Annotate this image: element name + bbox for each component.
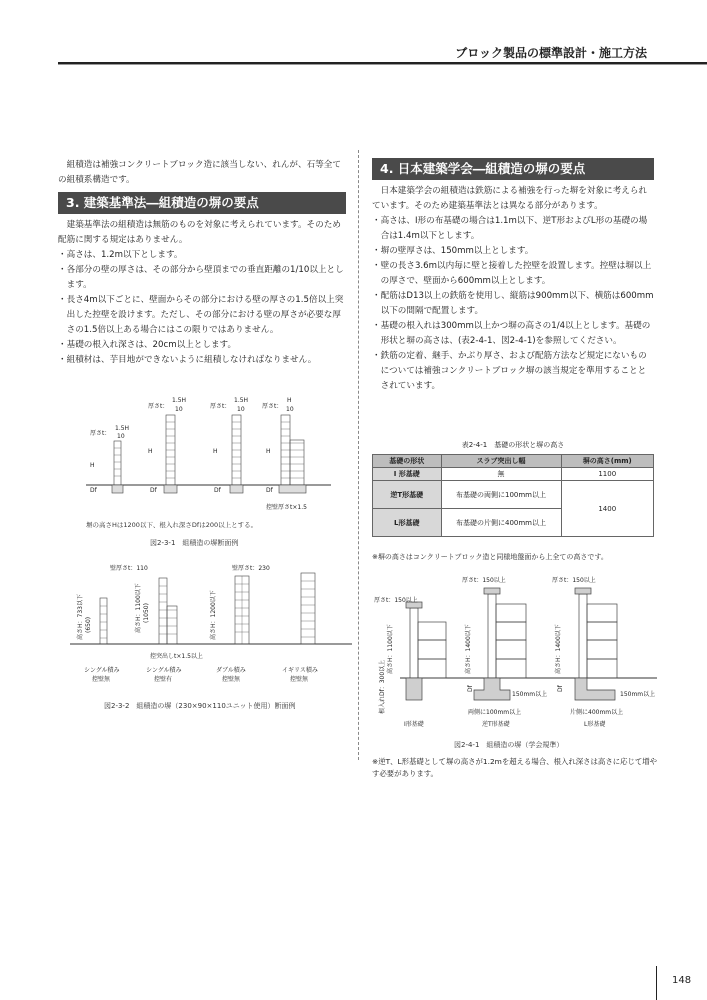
figure-2-3-2 [70, 558, 352, 686]
section-3-bullet: ・長さ4m以下ごとに、壁面からその部分における壁の厚さの1.5倍以上突出した控壁を設けます。ただし、その部分における壁の厚さが必要な厚さの1.5倍以上ある場合にはこの限りではありません。 [58, 295, 344, 335]
fig3-thickness-label: 厚さt：150以上 [552, 577, 596, 584]
fig2-subtype: 控壁無 [290, 676, 309, 683]
table-caption: 表2-4-1 基礎の形状と塀の高さ [461, 441, 565, 449]
fig3-depth-short: Df [467, 685, 474, 692]
fig3-height-label: 高さH：1400以下 [465, 624, 472, 674]
table-row [373, 481, 654, 509]
fig1-depth-label: Df [214, 487, 221, 494]
fig1-depth-label: Df [150, 487, 157, 494]
fig3-depth-label: 根入れDf：300以上 [379, 659, 386, 714]
section-4-bullet: ・配筋はD13以上の鉄筋を使用し、縦筋は900mm以下、横筋は600mm以下の間隔で配置します。 [372, 291, 654, 316]
fig3-name: I形基礎 [404, 721, 424, 728]
fig3-side-label: 片側に400mm以上 [570, 709, 624, 716]
fig1-depth-label: Df [90, 487, 97, 494]
left-column [58, 158, 346, 368]
fig1-frac-num: 1.5H [115, 425, 130, 432]
fig3-slab-label: 150mm以上 [512, 691, 548, 698]
fig2-subtype: 控壁無 [92, 676, 111, 683]
fig2-protrude-label: 控突出しt×1.5以上 [150, 653, 203, 660]
foundation-table [372, 454, 654, 537]
fig2-thickness-label: 壁厚さt：230 [232, 565, 270, 572]
right-column [372, 158, 654, 394]
fig1-frac-num: 1.5H [234, 397, 249, 404]
fig1-frac-den: 10 [117, 433, 125, 440]
table-row [373, 468, 654, 481]
table-cell: 布基礎の両側に100mm以上 [441, 481, 561, 509]
fig3-slab-label: 150mm以上 [620, 691, 656, 698]
section-3-bullet: ・基礎の根入れ深さは、20cm以上とします。 [58, 340, 237, 350]
section-3-bullet: ・組積材は、芋目地ができないように組積しなければなりません。 [58, 355, 317, 365]
table-cell: L形基礎 [373, 509, 442, 537]
table-cell: 無 [441, 468, 561, 481]
figure-2-3-1 [86, 395, 336, 520]
fig2-type: シングル積み [84, 667, 120, 674]
fig1-thickness-label: 厚さt： [148, 403, 169, 410]
fig1-height-label: H [266, 448, 271, 455]
fig2-thickness-label: 壁厚さt：110 [110, 565, 148, 572]
fig2-height-sub: (650) [85, 616, 92, 633]
fig1-thickness-label: 厚さt： [90, 430, 111, 437]
table-header: 基礎の形状 [373, 455, 442, 468]
fig2-type: ダブル積み [216, 667, 246, 674]
fig2-caption: 図2-3-2 組積造の塀（230×90×110ユニット使用）断面例 [104, 702, 296, 710]
fig2-height-label: 高さH：1100以下 [135, 583, 142, 633]
fig2-height-label: 高さH：1200以下 [210, 590, 217, 640]
section-3-bullet: ・高さは、1.2m以下とします。 [58, 250, 183, 260]
section-4-bullet: ・高さは、I形の布基礎の場合は1.1m以下、逆T形およびL形の基礎の場合は1.4m以下とします。 [372, 216, 648, 241]
column-divider [358, 150, 359, 760]
fig3-caption: 図2-4-1 組積造の塀（学会規準） [454, 741, 564, 749]
table-cell: 1400 [561, 481, 654, 537]
fig1-frac-num: 1.5H [172, 397, 187, 404]
table-cell: 逆T形基礎 [373, 481, 442, 509]
fig1-depth-label: Df [266, 487, 273, 494]
fig3-depth-short: Df [557, 685, 564, 692]
fig1-height-label: H [90, 462, 95, 469]
fig1-frac-den: 10 [286, 406, 294, 413]
page-number-rule [656, 966, 657, 1000]
section-4-bullet: ・壁の長さ3.6m以内毎に壁と接着した控壁を設置します。控壁は塀以上の厚さで、壁面から600mm以上とします。 [372, 261, 652, 286]
fig1-note: 塀の高さHは1200以下、根入れ深さDfは200以上とする。 [86, 521, 258, 529]
section-4-footnote: ※逆T、L形基礎として塀の高さが1.2mを超える場合、根入れ深さは高さに応じて増やす必要があります。 [372, 757, 658, 778]
fig1-caption: 図2-3-1 組積造の塀断面例 [150, 539, 239, 547]
section-4-bullet: ・基礎の根入れは300mm以上かつ塀の高さの1/4以上とします。基礎の形状と塀の高さは、(表2-4-1、図2-4-1)を参照してください。 [372, 321, 651, 346]
fig1-buttress-label: 控壁厚さt×1.5 [266, 504, 307, 511]
fig2-type: イギリス積み [282, 667, 318, 674]
table-cell: I 形基礎 [373, 468, 442, 481]
fig3-side-label: 両側に100mm以上 [468, 709, 522, 716]
figure-2-4-1 [372, 574, 662, 736]
fig3-height-label: 高さH：1100以下 [387, 624, 394, 674]
header-rule-secondary [58, 64, 707, 65]
fig3-height-label: 高さH：1400以下 [555, 624, 562, 674]
fig2-type: シングル積み [146, 667, 182, 674]
table-header: 塀の高さ(mm) [561, 455, 654, 468]
fig1-frac-den: 10 [237, 406, 245, 413]
fig3-name: 逆T形基礎 [482, 721, 510, 728]
table-note: ※塀の高さはコンクリートブロック造と同様地盤面から上全ての高さです。 [372, 553, 608, 561]
section-4-bullet: ・鉄筋の定着、継手、かぶり厚さ、および配筋方法など規定にないものについては補強コンクリートブロック塀の該当規定を準用することとされています。 [372, 351, 647, 391]
section-3-bullet: ・各部分の壁の厚さは、その部分から壁頂までの垂直距離の1/10以上とします。 [58, 265, 344, 290]
fig1-thickness-label: 厚さt： [262, 403, 283, 410]
left-intro: 組積造は補強コンクリートブロック造に該当しない、れんが、石等全ての組積系構造です。 [58, 160, 341, 185]
section-3-heading: 3. 建築基準法―組積造の塀の要点 [58, 192, 346, 214]
table-cell: 1100 [561, 468, 654, 481]
section-3-paragraph: 建築基準法の組積造は無筋のものを対象に考えられています。そのため配筋に関する規定はありません。 [58, 220, 341, 245]
section-4-bullet: ・塀の壁厚さは、150mm以上とします。 [372, 246, 534, 256]
section-4-paragraph: 日本建築学会の組積造は鉄筋による補強を行った塀を対象に考えられています。そのため建築基準法とは異なる部分があります。 [372, 186, 648, 211]
table-cell: 布基礎の片側に400mm以上 [441, 509, 561, 537]
fig3-thickness-label: 厚さt：150以上 [462, 577, 506, 584]
fig2-subtype: 控壁無 [222, 676, 241, 683]
fig1-height-label: H [213, 448, 218, 455]
fig3-thickness-label: 厚さt：150以上 [374, 597, 418, 604]
running-header: ブロック製品の標準設計・施工方法 [455, 46, 647, 60]
fig2-height-sub: (1050) [143, 603, 150, 623]
table-header-row [373, 455, 654, 468]
fig2-height-label: 高さH：733以下 [77, 594, 84, 640]
fig1-frac-num: H [287, 397, 292, 404]
fig1-frac-den: 10 [175, 406, 183, 413]
fig1-thickness-label: 厚さt： [210, 403, 231, 410]
fig1-height-label: H [148, 448, 153, 455]
table-header: スラブ突出し幅 [441, 455, 561, 468]
fig3-name: L形基礎 [584, 721, 606, 728]
page-number: 148 [672, 975, 692, 986]
fig2-subtype: 控壁有 [154, 676, 173, 683]
section-4-heading: 4. 日本建築学会―組積造の塀の要点 [372, 158, 654, 180]
